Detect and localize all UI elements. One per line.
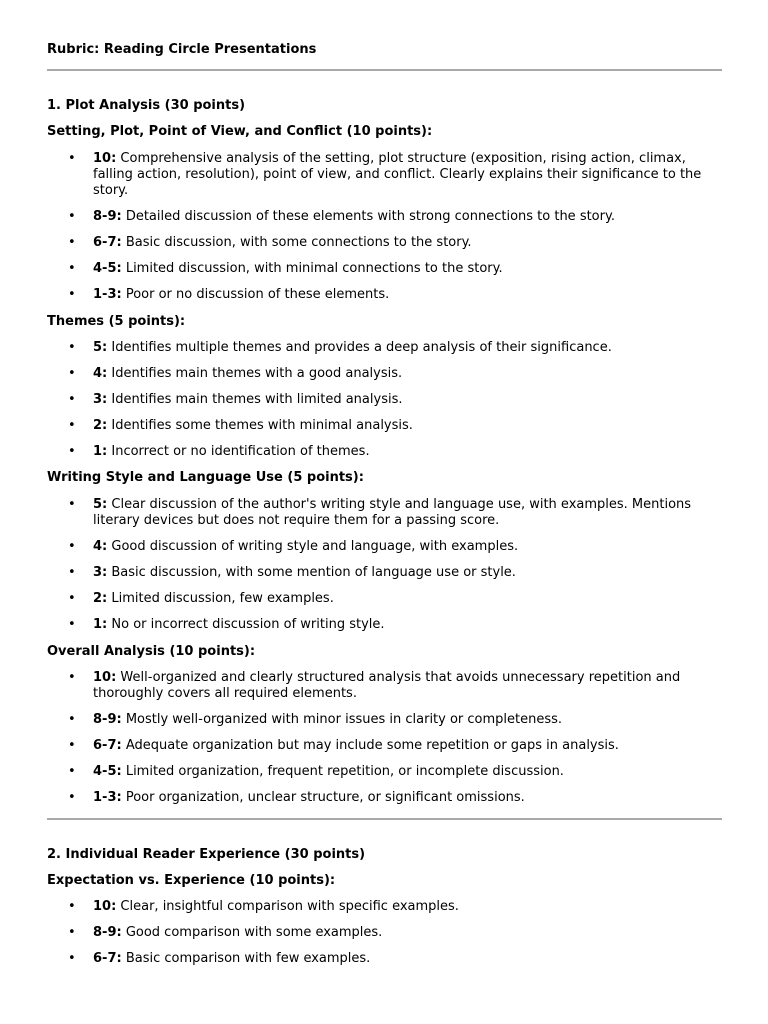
list-item [47, 712, 722, 728]
score-label: 6-7: [93, 951, 122, 966]
list-item [47, 738, 722, 754]
score-label: 3: [93, 392, 108, 407]
bullet-icon: • [68, 790, 76, 805]
bullet-icon: • [68, 209, 76, 224]
bullet-icon: • [68, 951, 76, 966]
score-label: 6-7: [93, 738, 122, 753]
score-label: 8-9: [93, 712, 122, 727]
score-label: 4-5: [93, 261, 122, 276]
subsection-heading: Setting, Plot, Point of View, and Conflict (10 points): [47, 124, 433, 139]
score-label: 1: [93, 444, 108, 459]
score-label: 3: [93, 565, 108, 580]
criterion-text: Limited organization, frequent repetition, or incomplete discussion. [121, 764, 564, 779]
criterion-text: Detailed discussion of these elements with strong connections to the story. [121, 209, 615, 224]
criteria-list [47, 670, 722, 816]
bullet-icon: • [68, 444, 76, 459]
score-label: 5: [93, 497, 108, 512]
bullet-icon: • [68, 565, 76, 580]
section-title: 1. Plot Analysis (30 points) [47, 98, 246, 113]
list-item [47, 539, 722, 555]
bullet-icon: • [68, 287, 76, 302]
bullet-icon: • [68, 591, 76, 606]
criterion-text: Well-organized and clearly structured analysis that avoids unnecessary repetition and thoroughly covers all required elements. [93, 670, 681, 701]
criterion-text: Clear discussion of the author's writing style and language use, with examples. Mentions literary devices but does not require them for a passing score. [93, 497, 692, 528]
score-label: 2: [93, 591, 108, 606]
score-label: 8-9: [93, 925, 122, 940]
bullet-icon: • [68, 539, 76, 554]
bullet-icon: • [68, 392, 76, 407]
score-label: 10: [93, 670, 117, 685]
document-title: Rubric: Reading Circle Presentations [47, 42, 317, 57]
divider-top [47, 69, 722, 71]
list-item [47, 670, 722, 702]
bullet-icon: • [68, 712, 76, 727]
list-item [47, 565, 722, 581]
list-item [47, 366, 722, 382]
score-label: 6-7: [93, 235, 122, 250]
bullet-icon: • [68, 617, 76, 632]
score-label: 4: [93, 539, 108, 554]
list-item [47, 899, 722, 915]
criterion-text: Comprehensive analysis of the setting, plot structure (exposition, rising action, climax, falling action, resolution), point of view, and conflict. Clearly explains their significance to the story. [93, 151, 702, 198]
score-label: 4: [93, 366, 108, 381]
criterion-text: Limited discussion, few examples. [107, 591, 334, 606]
criterion-text: Basic discussion, with some mention of language use or style. [107, 565, 516, 580]
list-item [47, 951, 722, 967]
bullet-icon: • [68, 670, 76, 685]
score-label: 1: [93, 617, 108, 632]
criterion-text: Mostly well-organized with minor issues in clarity or completeness. [121, 712, 563, 727]
score-label: 2: [93, 418, 108, 433]
list-item [47, 790, 722, 806]
bullet-icon: • [68, 340, 76, 355]
criterion-text: Basic comparison with few examples. [121, 951, 371, 966]
bullet-icon: • [68, 764, 76, 779]
list-item [47, 497, 722, 529]
bullet-icon: • [68, 366, 76, 381]
criterion-text: Identifies main themes with a good analysis. [107, 366, 403, 381]
score-label: 8-9: [93, 209, 122, 224]
criterion-text: Good discussion of writing style and language, with examples. [107, 539, 519, 554]
criteria-list [47, 899, 722, 977]
criterion-text: Identifies some themes with minimal analysis. [107, 418, 413, 433]
list-item [47, 617, 722, 633]
criterion-text: Limited discussion, with minimal connections to the story. [121, 261, 503, 276]
score-label: 4-5: [93, 764, 122, 779]
subsection-heading: Writing Style and Language Use (5 points): [47, 470, 364, 485]
list-item [47, 151, 722, 199]
bullet-icon: • [68, 235, 76, 250]
criteria-list [47, 340, 722, 470]
score-label: 5: [93, 340, 108, 355]
criterion-text: Identifies multiple themes and provides a deep analysis of their significance. [107, 340, 612, 355]
list-item [47, 235, 722, 251]
list-item [47, 591, 722, 607]
score-label: 10: [93, 899, 117, 914]
list-item [47, 418, 722, 434]
list-item [47, 340, 722, 356]
score-label: 10: [93, 151, 117, 166]
list-item [47, 925, 722, 941]
list-item [47, 764, 722, 780]
criteria-list [47, 151, 722, 313]
bullet-icon: • [68, 738, 76, 753]
subsection-heading: Themes (5 points): [47, 314, 186, 329]
list-item [47, 444, 722, 460]
list-item [47, 261, 722, 277]
criterion-text: Adequate organization but may include some repetition or gaps in analysis. [121, 738, 619, 753]
criteria-list [47, 497, 722, 643]
list-item [47, 287, 722, 303]
bullet-icon: • [68, 151, 76, 166]
divider-section [47, 818, 722, 820]
subsection-heading: Overall Analysis (10 points): [47, 644, 256, 659]
bullet-icon: • [68, 925, 76, 940]
criterion-text: Poor or no discussion of these elements. [121, 287, 390, 302]
score-label: 1-3: [93, 790, 122, 805]
score-label: 1-3: [93, 287, 122, 302]
criterion-text: Clear, insightful comparison with specific examples. [116, 899, 459, 914]
criterion-text: Incorrect or no identification of themes. [107, 444, 370, 459]
bullet-icon: • [68, 261, 76, 276]
list-item [47, 209, 722, 225]
criterion-text: Good comparison with some examples. [121, 925, 383, 940]
bullet-icon: • [68, 497, 76, 512]
criterion-text: No or incorrect discussion of writing style. [107, 617, 385, 632]
criterion-text: Identifies main themes with limited analysis. [107, 392, 403, 407]
criterion-text: Poor organization, unclear structure, or significant omissions. [121, 790, 525, 805]
list-item [47, 392, 722, 408]
bullet-icon: • [68, 418, 76, 433]
subsection-heading: Expectation vs. Experience (10 points): [47, 873, 336, 888]
section-title: 2. Individual Reader Experience (30 points) [47, 847, 366, 862]
bullet-icon: • [68, 899, 76, 914]
criterion-text: Basic discussion, with some connections to the story. [121, 235, 472, 250]
